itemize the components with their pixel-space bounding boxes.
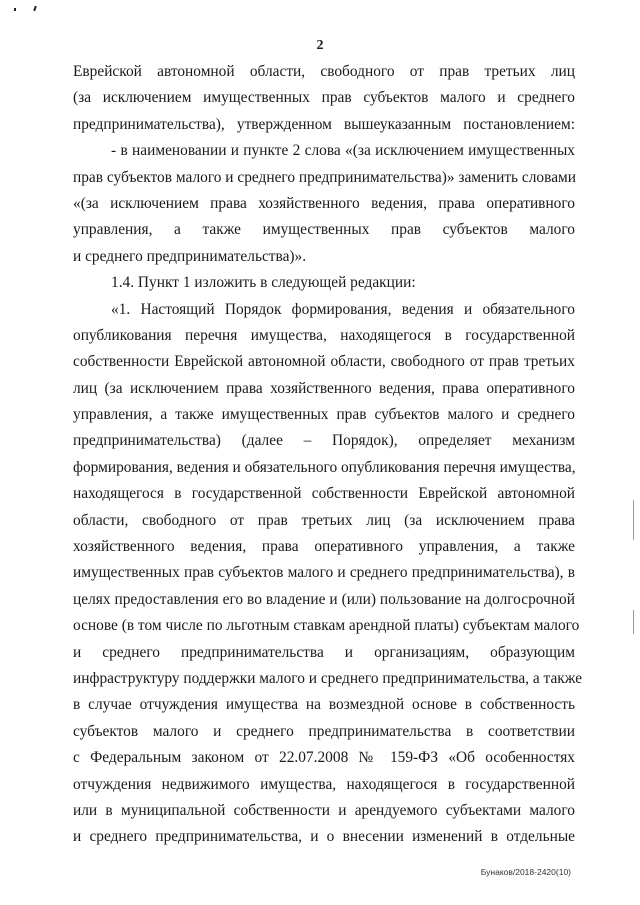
text-line: в случае отчуждения имущества на возмездной основе в собственность — [73, 696, 575, 714]
text-line: отчуждения недвижимого имущества, находящегося в государственной — [73, 775, 575, 793]
scan-edge-mark — [633, 610, 634, 634]
text-line: хозяйственного ведения, права оперативного управления, а также — [73, 538, 575, 556]
text-line: опубликования перечня имущества, находящегося в государственной — [73, 326, 575, 344]
page-number: 2 — [316, 38, 324, 53]
text-line: имущественных прав субъектов малого и среднего предпринимательства), в — [73, 564, 575, 582]
text-line: «(за исключением права хозяйственного ведения, права оперативного — [73, 194, 575, 212]
scan-edge-mark — [633, 500, 634, 540]
text-line: или в муниципальной собственности и арендуемого субъектами малого — [73, 801, 575, 819]
text-line: предпринимательства), утвержденном вышеуказанным постановлением: — [73, 115, 575, 133]
text-line: формирования, ведения и обязательного опубликования перечня имущества, — [73, 458, 576, 476]
text-line: прав субъектов малого и среднего предпринимательства)» заменить словами — [73, 168, 576, 186]
text-line: - в наименовании и пункте 2 слова «(за исключением имущественных — [111, 142, 575, 160]
text-line: и среднего предпринимательства и организациям, образующим — [73, 643, 575, 661]
text-line: управления, а также имущественных прав субъектов малого и среднего — [73, 406, 575, 424]
text-line: целях предоставления его во владение и (или) пользование на долгосрочной — [73, 590, 575, 608]
scan-speck — [33, 6, 37, 11]
text-line: Еврейской автономной области, свободного от прав третьих лиц — [73, 63, 575, 80]
text-line: управления, а также имущественных прав субъектов малого — [73, 221, 575, 239]
text-line: находящегося в государственной собственности Еврейской автономной — [73, 485, 575, 503]
text-line: «1. Настоящий Порядок формирования, ведения и обязательного — [111, 300, 575, 318]
text-line: (за исключением имущественных прав субъектов малого и среднего — [73, 89, 575, 107]
text-line: инфраструктуру поддержки малого и среднего предпринимательства, а также — [73, 669, 583, 687]
document-body — [73, 59, 583, 851]
document-footer-code: Бунаков/2018-2420(10) — [480, 867, 571, 877]
text-line: с Федеральным законом от 22.07.2008 № 159-ФЗ «Об особенностях — [73, 749, 575, 767]
text-line: области, свободного от прав третьих лиц (за исключением права — [73, 511, 575, 529]
text-line: основе (в том числе по льготным ставкам арендной платы) субъектам малого — [73, 617, 580, 635]
text-line: предпринимательства) (далее – Порядок), определяет механизм — [73, 432, 575, 450]
text-line: субъектов малого и среднего предпринимательства в соответствии — [73, 722, 575, 740]
text-line: собственности Еврейской автономной области, свободного от прав третьих — [73, 353, 575, 371]
text-line: и среднего предпринимательства, и о внесении изменений в отдельные — [73, 828, 575, 846]
text-line: и среднего предпринимательства)». — [73, 247, 307, 265]
scan-speck — [14, 8, 16, 11]
text-line: 1.4. Пункт 1 изложить в следующей редакции: — [111, 274, 416, 292]
text-line: лиц (за исключением права хозяйственного ведения, права оперативного — [73, 379, 575, 397]
